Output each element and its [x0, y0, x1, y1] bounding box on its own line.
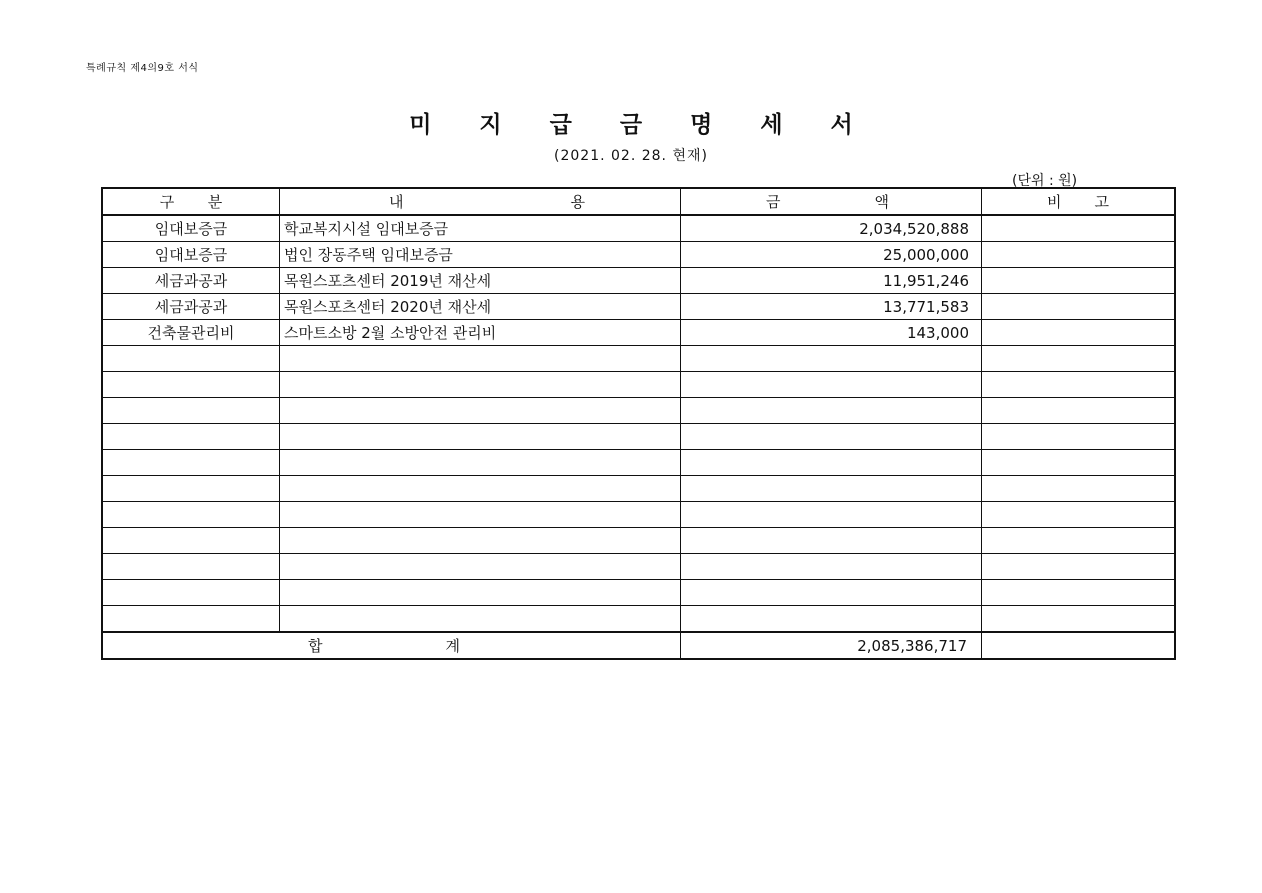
row-note-cell [982, 372, 1176, 398]
row-note-cell [982, 502, 1176, 528]
row-description-cell [280, 606, 681, 633]
row-category-cell: 임대보증금 [102, 242, 280, 268]
total-row [102, 632, 1175, 659]
row-description-cell [280, 346, 681, 372]
row-amount-cell [681, 554, 982, 580]
row-note-cell [982, 268, 1176, 294]
row-category-cell [102, 476, 280, 502]
row-amount-cell [681, 606, 982, 633]
row-amount-cell [681, 450, 982, 476]
row-description-cell [280, 476, 681, 502]
row-category-cell [102, 554, 280, 580]
row-note-cell [982, 580, 1176, 606]
document-title: 미 지 급 금 명 세 서 [409, 112, 873, 138]
row-category-cell: 세금과공과 [102, 268, 280, 294]
row-category-cell [102, 528, 280, 554]
row-category-cell [102, 580, 280, 606]
table-row [102, 528, 1175, 554]
row-amount-cell: 13,771,583 [681, 294, 982, 320]
table-row [102, 450, 1175, 476]
table-row [102, 294, 1175, 320]
row-note-cell [982, 294, 1176, 320]
row-description-cell [280, 424, 681, 450]
row-note-cell [982, 242, 1176, 268]
row-category-cell [102, 450, 280, 476]
row-amount-cell [681, 476, 982, 502]
table-row [102, 372, 1175, 398]
row-category-cell: 임대보증금 [102, 215, 280, 242]
row-amount-cell [681, 346, 982, 372]
row-description-cell: 스마트소방 2월 소방안전 관리비 [280, 320, 681, 346]
table-row [102, 268, 1175, 294]
unpaid-amounts-table [101, 187, 1176, 660]
row-description-cell [280, 398, 681, 424]
row-note-cell [982, 450, 1176, 476]
row-category-cell [102, 372, 280, 398]
row-amount-cell [681, 372, 982, 398]
row-category-cell: 건축물관리비 [102, 320, 280, 346]
row-description-cell [280, 450, 681, 476]
row-note-cell [982, 528, 1176, 554]
row-note-cell [982, 398, 1176, 424]
table-row [102, 580, 1175, 606]
header-row [102, 188, 1175, 215]
row-note-cell [982, 606, 1176, 633]
row-note-cell [982, 554, 1176, 580]
header-note: 비 고 [982, 188, 1176, 215]
header-category: 구 분 [102, 188, 280, 215]
table-row [102, 398, 1175, 424]
row-description-cell [280, 528, 681, 554]
row-description-cell: 학교복지시설 임대보증금 [280, 215, 681, 242]
form-number: 특례규칙 제4의9호 서식 [86, 63, 199, 74]
table-row [102, 320, 1175, 346]
row-amount-cell: 2,034,520,888 [681, 215, 982, 242]
row-note-cell [982, 476, 1176, 502]
row-amount-cell [681, 502, 982, 528]
row-category-cell [102, 502, 280, 528]
row-amount-cell: 11,951,246 [681, 268, 982, 294]
row-description-cell: 목원스포츠센터 2019년 재산세 [280, 268, 681, 294]
row-amount-cell [681, 580, 982, 606]
row-category-cell [102, 606, 280, 633]
row-amount-cell [681, 424, 982, 450]
row-amount-cell: 143,000 [681, 320, 982, 346]
header-amount: 금 액 [681, 188, 982, 215]
as-of-date: (2021. 02. 28. 현재) [554, 148, 708, 164]
table-row [102, 346, 1175, 372]
table-row [102, 502, 1175, 528]
row-amount-cell [681, 398, 982, 424]
row-description-cell [280, 580, 681, 606]
row-category-cell [102, 346, 280, 372]
table-body [102, 215, 1175, 632]
table-row [102, 424, 1175, 450]
row-description-cell [280, 372, 681, 398]
row-category-cell [102, 398, 280, 424]
row-description-cell [280, 502, 681, 528]
total-note [982, 632, 1176, 659]
table-row [102, 242, 1175, 268]
row-category-cell: 세금과공과 [102, 294, 280, 320]
table-row [102, 215, 1175, 242]
table-row [102, 554, 1175, 580]
row-amount-cell: 25,000,000 [681, 242, 982, 268]
row-description-cell: 목원스포츠센터 2020년 재산세 [280, 294, 681, 320]
total-label: 합 계 [102, 632, 681, 659]
row-note-cell [982, 424, 1176, 450]
currency-unit: (단위 : 원) [1012, 173, 1078, 189]
row-amount-cell [681, 528, 982, 554]
table-row [102, 606, 1175, 633]
table-row [102, 476, 1175, 502]
row-note-cell [982, 320, 1176, 346]
total-amount: 2,085,386,717 [681, 632, 982, 659]
row-category-cell [102, 424, 280, 450]
row-note-cell [982, 346, 1176, 372]
row-description-cell [280, 554, 681, 580]
row-note-cell [982, 215, 1176, 242]
row-description-cell: 법인 장동주택 임대보증금 [280, 242, 681, 268]
header-description: 내 용 [280, 188, 681, 215]
